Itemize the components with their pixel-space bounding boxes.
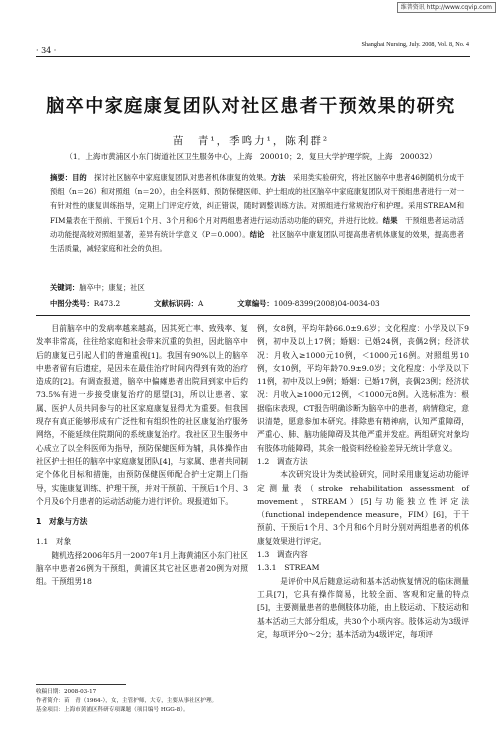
abstract-block [50,171,464,256]
journal-header: Shanghai Nursing, July. 2008, Vol. 8, No. 4 [361,41,469,48]
section-heading: 1 对象与方法 [36,517,88,527]
methods-paragraph: 本次研究设计为类试验研究，同时采用康复运动功能评定测量表（stroke rehabilitation assessment of movement，STREAM）[5]与功能独立性评定法（functional independence measure，FIM）[6]，于干预前、干预后1个月、3个月和6个月时分别对两组患者的机体康复效果进行评定。 [257,470,469,546]
abstract-conclusion: 社区脑卒中康复团队可提高患者机体康复的效果，提高患者生活质量，减轻家庭和社会的负担。 [50,229,465,254]
right-column [257,322,469,641]
stream-heading: 1.3.1 STREAM [257,563,320,573]
intro-paragraph: 目前脑卒中的发病率越来越高，因其死亡率、致残率、复发率非常高，往往给家庭和社会带来沉重的负担，因此脑卒中后的康复已引起人们的普遍重视[1]。我国有90%以上的脑卒中患者留有后遗症，是因未在最佳治疗时间内得到有效的治疗造成的[2]。有调查报道，脑卒中偏瘫患者出院回到家中后约73.5%有进一步接受康复治疗的愿望[3]，所以让患者、家属、医护人员共同参与的社区家庭康复显得尤为重要。但我国现存有真正能够形成有广泛性和有组织性的社区康复治疗服务网络，不能延续住院期间的系统康复治疗。我社区卫生服务中心成立了以全科医师为指导，预防保健医师为辅，具体操作由社区护士担任的脑卒中家庭康复团队[4]，与家属、患者共同制定个体化目标和措施，由预防保健医师配合护士定期上门指导，实施康复训练、护理干预，并对干预前、干预后1个月、3个月及6个月患者的运动活动能力进行评价。现报道如下。 [36,324,248,506]
doc-code-label: 文献标识码： [154,299,198,308]
received-date: 收稿日期：2008-03-17 [36,689,97,695]
header-rule [36,56,470,57]
author-bio: 作者简介：苗 青（1964-），女，主管护师，大专，主要从事社区护理。 [36,698,218,704]
method-label: 方法 [270,173,286,182]
keywords-label: 关键词： [50,283,80,292]
abstract-method: 采用类实验研究，将社区脑卒中患者46例随机分成干预组（n＝26）和对照组（n＝20），由全科医师、预防保健医师、护士组成的社区脑卒中家庭康复团队对干预组患者进行一对一有针对性的康复训练指导，定期上门评定疗效，纠正错误，随时调整训练方法。对照组进行常规治疗和护理。采用STREAM和FIM量表在干预前、干预后1个月、3个月和6个月对两组患者进行运动活动功能的研究，并进行比较。 [50,173,465,225]
abstract-rule [36,315,470,316]
left-column [36,322,248,589]
page-number: · 34 · [36,46,57,55]
footnote-rule [36,684,126,685]
affiliation-line: （1．上海市黄浦区小东门街道社区卫生服务中心，上海 200010；2．复旦大学护理学院，上海 200032） [65,152,437,161]
content-heading: 1.3 调查内容 [257,550,308,560]
abstract-label: 摘要：目的 [50,173,87,182]
abstract-objective: 探讨社区脑卒中家庭康复团队对患者机体康复的效果。 [86,173,271,182]
classification-line [50,299,464,309]
subsection-heading: 1.1 对象 [36,537,72,547]
footnote-block [36,688,248,715]
methods-heading: 1.2 调查方法 [257,456,308,466]
keywords-line [50,283,464,293]
watermark-banner: 维普资讯 http://www.cqvip.com [397,2,496,13]
result-label: 结果 [382,215,398,225]
fund-info: 基金项目：上海市黄浦区科研专项课题（项目编号 HGG-8）。 [36,707,189,713]
article-id-value: 1009-8399(2008)04-0034-03 [273,299,380,308]
abstract-result: 干预组患者运动活动功能提高较对照组显著，差异有统计学意义（P＝0.000）。 [50,215,465,239]
clc-value: R473.2 [93,299,121,308]
subjects-paragraph: 随机选择2006年5月一2007年1月上海黄浦区小东门社区脑卒中患者26例为干预组，黄浦区其它社区患者20例为对照组。干预组男18 [36,550,248,587]
article-title: 脑卒中家庭康复团队对社区患者干预效果的研究 [46,96,456,117]
doc-code-value: A [197,299,204,308]
article-id-label: 文章编号： [237,299,274,308]
stream-paragraph: 是评价中风后随意运动和基本活动恢复情况的临床测量工具[7]，它具有操作简易，比较全面、客观和定量的特点[5]，主要测量患者的患侧肢体功能，由上肢运动、下肢运动和基本活动三大部分组成，共30个小项内容。肢体运动为3级评定，每项评分0～2分；基本活动为4级评定，每项评 [257,576,469,639]
clc-label: 中图分类号： [50,299,94,308]
keywords-text: 脑卒中；康复；社区 [79,283,145,292]
subjects-continued-paragraph: 例，女8例，平均年龄66.0±9.6岁；文化程度：小学及以下9例，初中及以上17例；婚姻：已婚24例，丧偶2例；经济状况：月收入≥1000元10例，＜1000元16例。对照组男10例，女10例，平均年龄70.9±9.0岁；文化程度：小学及以下11例，初中及以上9例；婚姻：已婚17例，丧偶23例；经济状况：月收入≥1000元12例，＜1000元8例。入选标准为：根据临床表现，CT报告明确诊断为脑卒中的患者，病情稳定，意识清楚，愿意参加本研究。排除患有精神病，认知严重障碍，严重心、肺、脑功能障碍及其他严重并发症。两组研究对象均有肢体功能障碍，其余一般资料经检验差异无统计学意义。 [257,324,469,453]
conclusion-label: 结论 [249,229,265,239]
author-line: 苗 青¹，季鸣力¹，陈利群² [172,135,330,147]
